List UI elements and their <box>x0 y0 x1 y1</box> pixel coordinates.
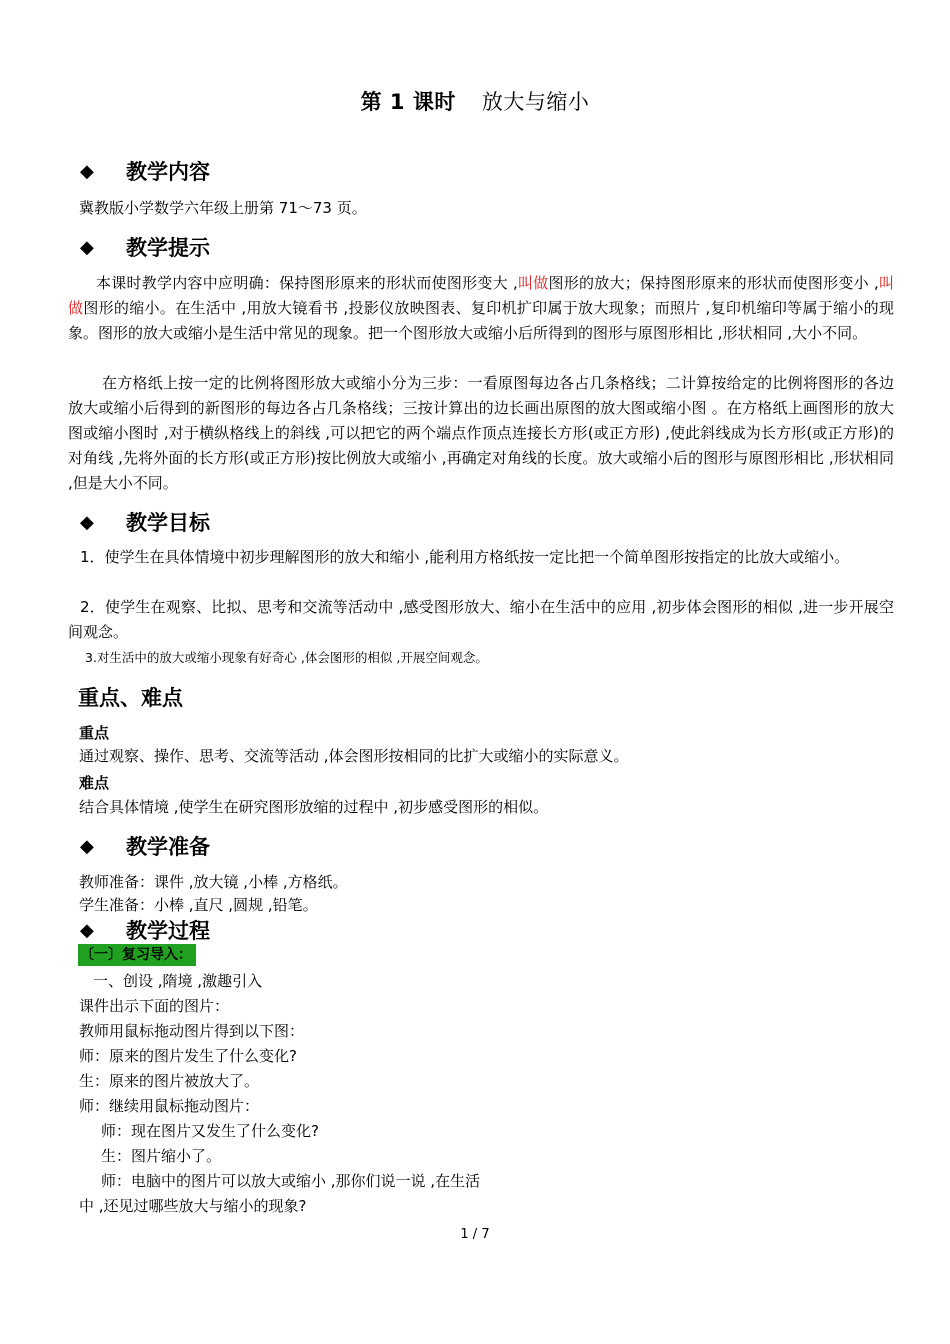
page-title <box>0 86 950 116</box>
goal-1: 1．使学生在具体情境中初步理解图形的放大和缩小 ,能利用方格纸按一定比把一个简单图形按指定的比放大或缩小。 <box>80 548 850 566</box>
process-line: 教师用鼠标拖动图片得到以下图： <box>79 1022 305 1040</box>
diamond-icon: ◆ <box>80 511 94 533</box>
diamond-icon: ◆ <box>80 919 94 941</box>
section-heading-hints: ◆ 教学提示 <box>80 236 210 260</box>
difficulty-text: 结合具体情境 ,使学生在研究图形放缩的过程中 ,初步感受图形的相似。 <box>79 798 549 816</box>
lesson-number: 第 1 课时 <box>360 90 456 114</box>
process-line: 师：电脑中的图片可以放大或缩小 ,那你们说一说 ,在生活 <box>101 1172 481 1190</box>
diamond-icon: ◆ <box>80 236 94 258</box>
goal-3: 3.对生活中的放大或缩小现象有好奇心 ,体会图形的相似 ,开展空间观念。 <box>85 650 488 665</box>
page-number: 1 / 7 <box>460 1227 490 1242</box>
hints-paragraph-1: 本课时教学内容中应明确：保持图形原来的形状而使图形变大 ,叫做图形的放大；保持图形原来的形状而使图形变小 ,叫做图形的缩小。在生活中 ,用放大镜看书 ,投影仪放映图表、复印机扩印属于放大现象；而照片 ,复印机缩印等属于缩小的现象。图形的放大或缩小是生活中常见的现象。把一个图形放大或缩小后所得到的图形与原图形相比 ,形状相同 ,大小不同。 <box>68 274 894 342</box>
process-line: 课件出示下面的图片： <box>79 997 230 1015</box>
section-heading-prep: ◆ 教学准备 <box>80 835 210 859</box>
diamond-icon: ◆ <box>80 835 94 857</box>
lesson-topic: 放大与缩小 <box>481 90 590 114</box>
process-line: 师：原来的图片发生了什么变化? <box>79 1047 297 1065</box>
key-text: 通过观察、操作、思考、交流等活动 ,体会图形按相同的比扩大或缩小的实际意义。 <box>79 747 629 765</box>
section-heading-goals: ◆ 教学目标 <box>80 511 210 535</box>
difficulty-label: 难点 <box>79 774 110 792</box>
review-intro-highlight: 〔一〕复习导入： <box>78 944 196 966</box>
section-heading-process: ◆ 教学过程 <box>80 919 210 943</box>
goal-2: 2．使学生在观察、比拟、思考和交流等活动中 ,感受图形放大、缩小在生活中的应用 ,初步体会图形的相似 ,进一步开展空间观念。 <box>68 598 894 641</box>
process-line: 师：继续用鼠标拖动图片： <box>79 1097 260 1115</box>
diamond-icon: ◆ <box>80 160 94 182</box>
section-heading-keypoints: 重点、难点 <box>78 686 183 710</box>
process-line: 一、创设 ,隋境 ,激趣引入 <box>93 972 263 990</box>
content-text: 冀教版小学数学六年级上册第 71～73 页。 <box>79 199 367 217</box>
teacher-prep: 教师准备：课件 ,放大镜 ,小棒 ,方格纸。 <box>79 873 348 891</box>
process-line: 中 ,还见过哪些放大与缩小的现象? <box>79 1197 307 1215</box>
section-heading-content: ◆ 教学内容 <box>80 160 210 184</box>
hints-paragraph-2: 在方格纸上按一定的比例将图形放大或缩小分为三步：一看原图每边各占几条格线；二计算按给定的比例将图形的各边放大或缩小后得到的新图形的每边各占几条格线；三按计算出的边长画出原图的放大图或缩小图 。在方格纸上画图形的放大图或缩小图时 ,对于横纵格线上的斜线 ,可以把它的两个端点作顶点连接长方形(或正方形) ,使此斜线成为长方形(或正方形)的对角线 ,先将外面的长方形(或正方形)按比例放大或缩小 ,再确定对角线的长度。放大或缩小后的图形与原图形相比 ,形状相同 ,但是大小不同。 <box>68 374 894 492</box>
process-line: 生：原来的图片被放大了。 <box>79 1072 260 1090</box>
process-line: 生：图片缩小了。 <box>101 1147 222 1165</box>
key-label: 重点 <box>79 724 110 742</box>
student-prep: 学生准备：小棒 ,直尺 ,圆规 ,铅笔。 <box>79 896 318 914</box>
process-line: 师：现在图片又发生了什么变化? <box>101 1122 319 1140</box>
